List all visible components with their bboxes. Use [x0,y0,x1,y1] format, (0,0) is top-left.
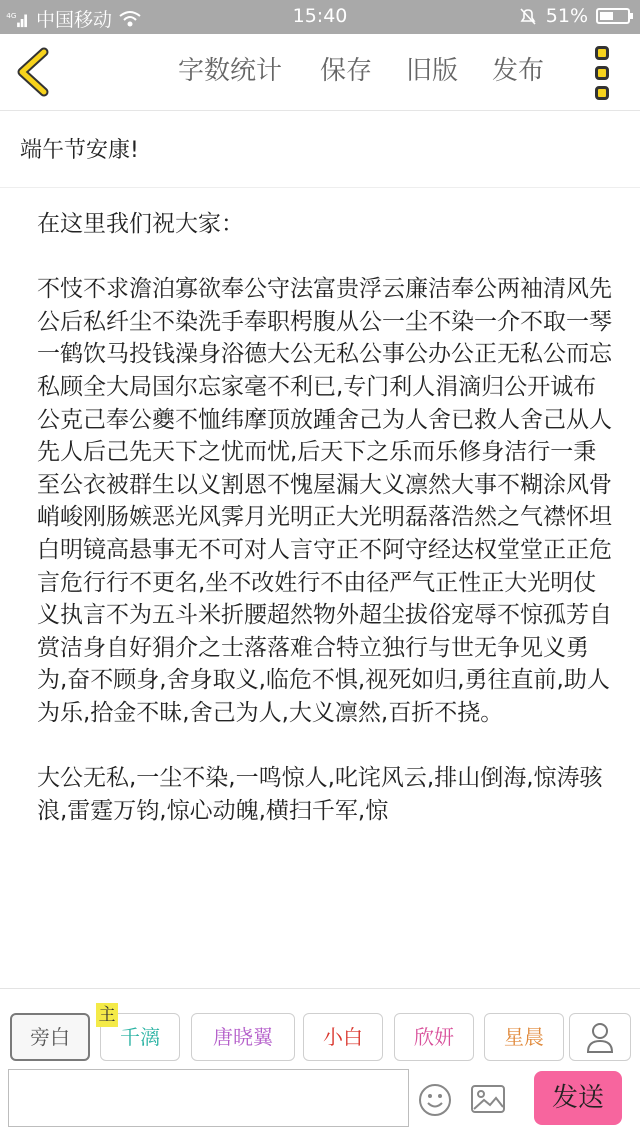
battery-icon [596,8,630,24]
role-chip-xiaobai[interactable] [303,1013,383,1061]
mute-bell-icon [518,6,538,26]
status-time: 15:40 [292,5,348,27]
emoji-icon[interactable] [418,1083,452,1117]
role-chip-tangxiaoyi[interactable] [191,1013,295,1061]
role-chip-xinyan[interactable] [394,1013,474,1061]
article-title: 端午节安康! [20,138,139,163]
battery-percent: 51% [545,5,588,27]
role-chip-label: 旁白 [30,1025,70,1049]
body-paragraph-2: 大公无私,一尘不染,一鸣惊人,叱诧风云,排山倒海,惊涛骇浪,雷霆万钧,惊心动魄,横扫千军,惊 [37,765,603,824]
publish-button[interactable]: 发布 [492,56,545,86]
add-role-button[interactable] [569,1013,631,1061]
role-chip-narrator[interactable] [10,1013,90,1061]
word-count-button[interactable]: 字数统计 [178,56,283,86]
greeting-line: 在这里我们祝大家： [37,211,244,237]
person-icon [570,1014,630,1060]
role-chip-label: 星晨 [504,1025,544,1049]
role-chip-label: 千漓 [120,1025,160,1049]
status-right [518,5,630,27]
body-paragraph-1: 不忮不求澹泊寡欲奉公守法富贵浮云廉洁奉公两袖清风先公后私纤尘不染洗手奉职枵腹从公一尘不染一介不取一琴一鹤饮马投钱澡身浴德大公无私公事公办公正无私公而忘私顾全大局国尔忘家毫不利已,专门利人涓滴归公开诚布公克己奉公夔不恤纬摩顶放踵舍己为人舍已救人舍己从人先人后己先天下之忧而忧,后天下之乐而乐修身洁行一秉至公衣被群生以义割恩不愧屋漏大义凛然大事不糊涂风骨峭峻刚肠嫉恶光风霁月光明正大光明磊落浩然之气襟怀坦白明镜高悬事无不可对人言守正不阿守经达权堂堂正正危言危行行不更名,坐不改姓行不由径严气正性正大光明仗义执言不为五斗米折腰超然物外超尘拔俗宠辱不惊孤芳自赏洁身自好狷介之士落落难合特立独行与世无争见义勇为,奋不顾身,舍身取义,临危不惧,视死如归,勇往直前,助人为乐,拾金不昧,舍己为人,大义凛然,百折不挠。 [37,276,612,726]
role-chip-xingchen[interactable] [484,1013,564,1061]
status-bar [0,0,640,34]
send-button[interactable]: 发送 [534,1071,622,1125]
article-body[interactable] [37,208,612,986]
more-menu-icon[interactable] [586,44,622,102]
bottom-toolbar [0,988,640,1139]
editor-header [0,34,640,111]
back-arrow-icon[interactable] [10,44,60,100]
image-icon[interactable] [470,1083,506,1115]
carrier-name: 中国移动 [36,9,113,31]
message-input[interactable] [8,1069,409,1127]
role-chip-label: 唐晓翼 [213,1025,273,1049]
title-field[interactable] [0,111,640,188]
save-button[interactable]: 保存 [320,56,373,86]
network-type: 4G [6,10,17,20]
old-version-button[interactable]: 旧版 [406,56,459,86]
role-chip-label: 小白 [323,1025,363,1049]
role-chip-label: 欣妍 [414,1025,454,1049]
host-badge: 主 [96,1003,118,1027]
